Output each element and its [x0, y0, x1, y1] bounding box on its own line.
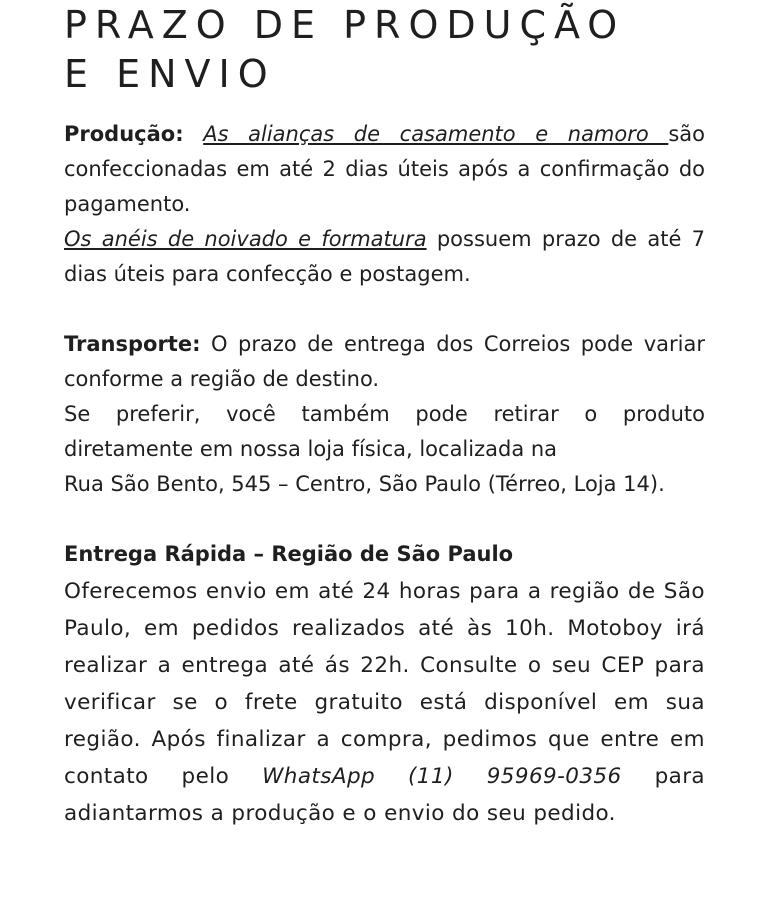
whatsapp-contact[interactable]: WhatsApp (11) 95969-0356 [262, 764, 622, 789]
fast-delivery-text-2: para adiantarmos a produção e o envio do seu pedido. [64, 764, 706, 826]
fast-delivery-paragraph [64, 573, 705, 832]
page-title-line-2: E ENVIO [64, 52, 276, 96]
production-paragraph [64, 117, 705, 222]
wedding-rings-link[interactable]: As alianças de casamento e namoro [203, 122, 669, 146]
page-title [64, 0, 705, 99]
pickup-paragraph [64, 397, 705, 467]
production-text-1: são confeccionadas em até 2 dias úteis após a confirmação do pagamento. [64, 122, 705, 216]
shipping-info-page [64, 0, 705, 832]
fast-delivery-heading: Entrega Rápida – Região de São Paulo [64, 542, 514, 566]
production-section [64, 117, 705, 292]
transport-label: Transporte: [64, 332, 201, 356]
page-title-line-1: PRAZO DE PRODUÇÃO [64, 3, 626, 47]
fast-delivery-section [64, 536, 705, 832]
transport-section [64, 327, 705, 502]
store-address: Rua São Bento, 545 – Centro, São Paulo (Térreo, Loja 14). [64, 472, 665, 496]
production-text-2: possuem prazo de até 7 dias úteis para confecção e postagem. [64, 227, 705, 286]
engagement-rings-link[interactable]: Os anéis de noivado e formatura [64, 227, 427, 251]
fast-delivery-text-1: Oferecemos envio em até 24 horas para a região de São Paulo, em pedidos realizados até às 10h. Motoboy irá realizar a entrega até ás 22h. Consulte o seu CEP para verificar se o frete gratuito está disponível em sua região. Após finalizar a compra, pedimos que entre em contato pelo [64, 579, 705, 789]
production-paragraph-2 [64, 222, 705, 292]
production-label: Produção: [64, 122, 184, 146]
transport-paragraph [64, 327, 705, 397]
transport-text-1: O prazo de entrega dos Correios pode variar conforme a região de destino. [64, 332, 705, 391]
store-address-paragraph [64, 467, 705, 502]
pickup-text: Se preferir, você também pode retirar o produto diretamente em nossa loja física, localizada na [64, 402, 705, 461]
